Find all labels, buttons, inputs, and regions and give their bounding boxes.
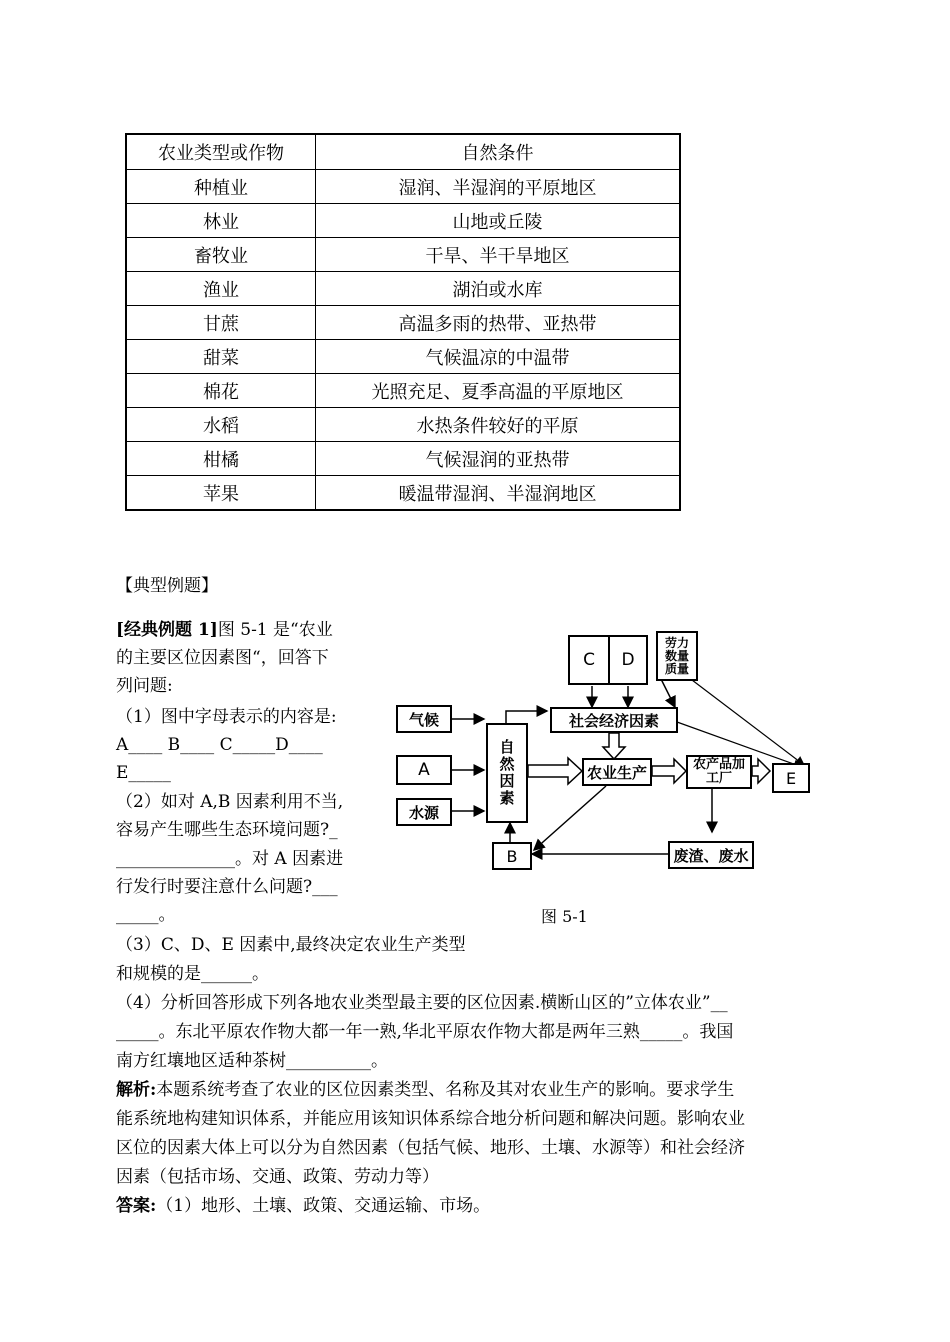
table-cell: 水稻 (126, 408, 316, 442)
table-cell: 气候温凉的中温带 (316, 340, 681, 374)
box-social: 社会经济因素 (550, 707, 678, 733)
table-cell: 干旱、半干旱地区 (316, 238, 681, 272)
question-3-line2: 和规模的是______。 (116, 964, 269, 984)
box-d: D (608, 635, 648, 685)
answer-text: （1）地形、土壤、政策、交通运输、市场。 (156, 1196, 491, 1216)
table-cell: 种植业 (126, 170, 316, 204)
table-cell: 山地或丘陵 (316, 204, 681, 238)
figure-caption: 图 5-1 (541, 907, 588, 926)
table-cell: 甘蔗 (126, 306, 316, 340)
arrow-labor-social (660, 677, 675, 707)
answer-label: 答案: (116, 1196, 157, 1216)
analysis-line2: 能系统地构建知识体系，并能应用该知识体系综合地分析问题和解决问题。影响农业 (116, 1109, 745, 1129)
table-cell: 甜菜 (126, 340, 316, 374)
table-row (126, 340, 680, 374)
table-row (126, 170, 680, 204)
table-header-type: 农业类型或作物 (126, 134, 316, 170)
arrow-agri-b (534, 786, 606, 850)
box-agri: 农业生产 (582, 758, 652, 786)
table-cell: 水热条件较好的平原 (316, 408, 681, 442)
table-row (126, 476, 680, 511)
box-natural (486, 723, 528, 823)
table-row (126, 442, 680, 476)
agri-location-diagram (392, 625, 822, 875)
analysis-label: 解析: (116, 1080, 157, 1100)
table-cell: 湿润、半湿润的平原地区 (316, 170, 681, 204)
box-processing: 农产品加工厂 (686, 755, 752, 789)
question-line: 列问题: (116, 676, 173, 696)
box-c: C (568, 635, 610, 685)
table-cell: 光照充足、夏季高温的平原地区 (316, 374, 681, 408)
table-cell: 高温多雨的热带、亚热带 (316, 306, 681, 340)
box-e: E (772, 763, 810, 793)
table-cell: 林业 (126, 204, 316, 238)
box-labor: 劳力数量质量 (656, 631, 698, 681)
hollow-arrow-natural-agri (528, 758, 582, 784)
arrow-natural-social (506, 711, 547, 723)
question-line: （1）图中字母表示的内容是: (116, 707, 337, 727)
table-header-row (126, 134, 680, 170)
analysis-line3: 区位的因素大体上可以分为自然因素（包括气候、地形、土壤、水源等）和社会经济 (116, 1138, 745, 1158)
question-4-line2: _____。东北平原农作物大都一年一熟,华北平原农作物大都是两年三熟_____。我国 (116, 1022, 734, 1042)
arrow-labor-e (692, 680, 804, 765)
question-line: E_____ (116, 763, 171, 783)
question-line: ______________。对 A 因素进 (116, 849, 344, 869)
table-row (126, 204, 680, 238)
table-row (126, 306, 680, 340)
hollow-arrow-agri-processing (652, 759, 686, 783)
box-a: A (396, 755, 452, 785)
question-4-line1: （4）分析回答形成下列各地农业类型最主要的区位因素.横断山区的”立体农业”__ (116, 993, 728, 1013)
natural-label: 自然因素 (497, 739, 516, 807)
section-title: 【典型例题】 (116, 576, 218, 596)
table-row (126, 238, 680, 272)
analysis-line4: 因素（包括市场、交通、政策、劳动力等） (116, 1167, 439, 1187)
example-heading (116, 620, 333, 640)
example-intro: 图 5-1 是“农业 (217, 620, 333, 640)
hollow-arrow-processing-e (752, 759, 770, 783)
table-cell: 畜牧业 (126, 238, 316, 272)
question-line: （2）如对 A,B 因素利用不当, (116, 792, 344, 812)
table-cell: 棉花 (126, 374, 316, 408)
question-line: 容易产生哪些生态环境问题?_ (116, 820, 338, 840)
table-cell: 湖泊或水库 (316, 272, 681, 306)
table-row (126, 272, 680, 306)
table-header-condition: 自然条件 (316, 134, 681, 170)
box-climate: 气候 (396, 705, 452, 733)
box-b: B (492, 842, 532, 870)
question-line: A____ B____ C_____D____ (116, 735, 323, 755)
table-cell: 暖温带湿润、半湿润地区 (316, 476, 681, 511)
question-line: 行发行时要注意什么问题?___ (116, 877, 338, 897)
box-waste: 废渣、废水 (668, 841, 754, 869)
box-water: 水源 (396, 798, 452, 826)
question-4-line3: 南方红壤地区适种茶树__________。 (116, 1051, 388, 1071)
example-label: [经典例题 1] (116, 620, 218, 640)
analysis-text: 本题系统考查了农业的区位因素类型、名称及其对农业生产的影响。要求学生 (156, 1080, 735, 1100)
table-cell: 渔业 (126, 272, 316, 306)
answer-line1 (116, 1196, 490, 1216)
analysis-line1 (116, 1080, 734, 1100)
question-3-line1: （3）C、D、E 因素中,最终决定农业生产类型 (116, 935, 466, 955)
table-cell: 苹果 (126, 476, 316, 511)
table-row (126, 408, 680, 442)
question-line: 的主要区位因素图“，回答下 (116, 648, 329, 668)
table-cell: 气候湿润的亚热带 (316, 442, 681, 476)
table-cell: 柑橘 (126, 442, 316, 476)
table-row (126, 374, 680, 408)
hollow-arrow-social-agri (603, 733, 625, 759)
question-line: _____。 (116, 905, 176, 925)
conditions-table (125, 133, 681, 511)
